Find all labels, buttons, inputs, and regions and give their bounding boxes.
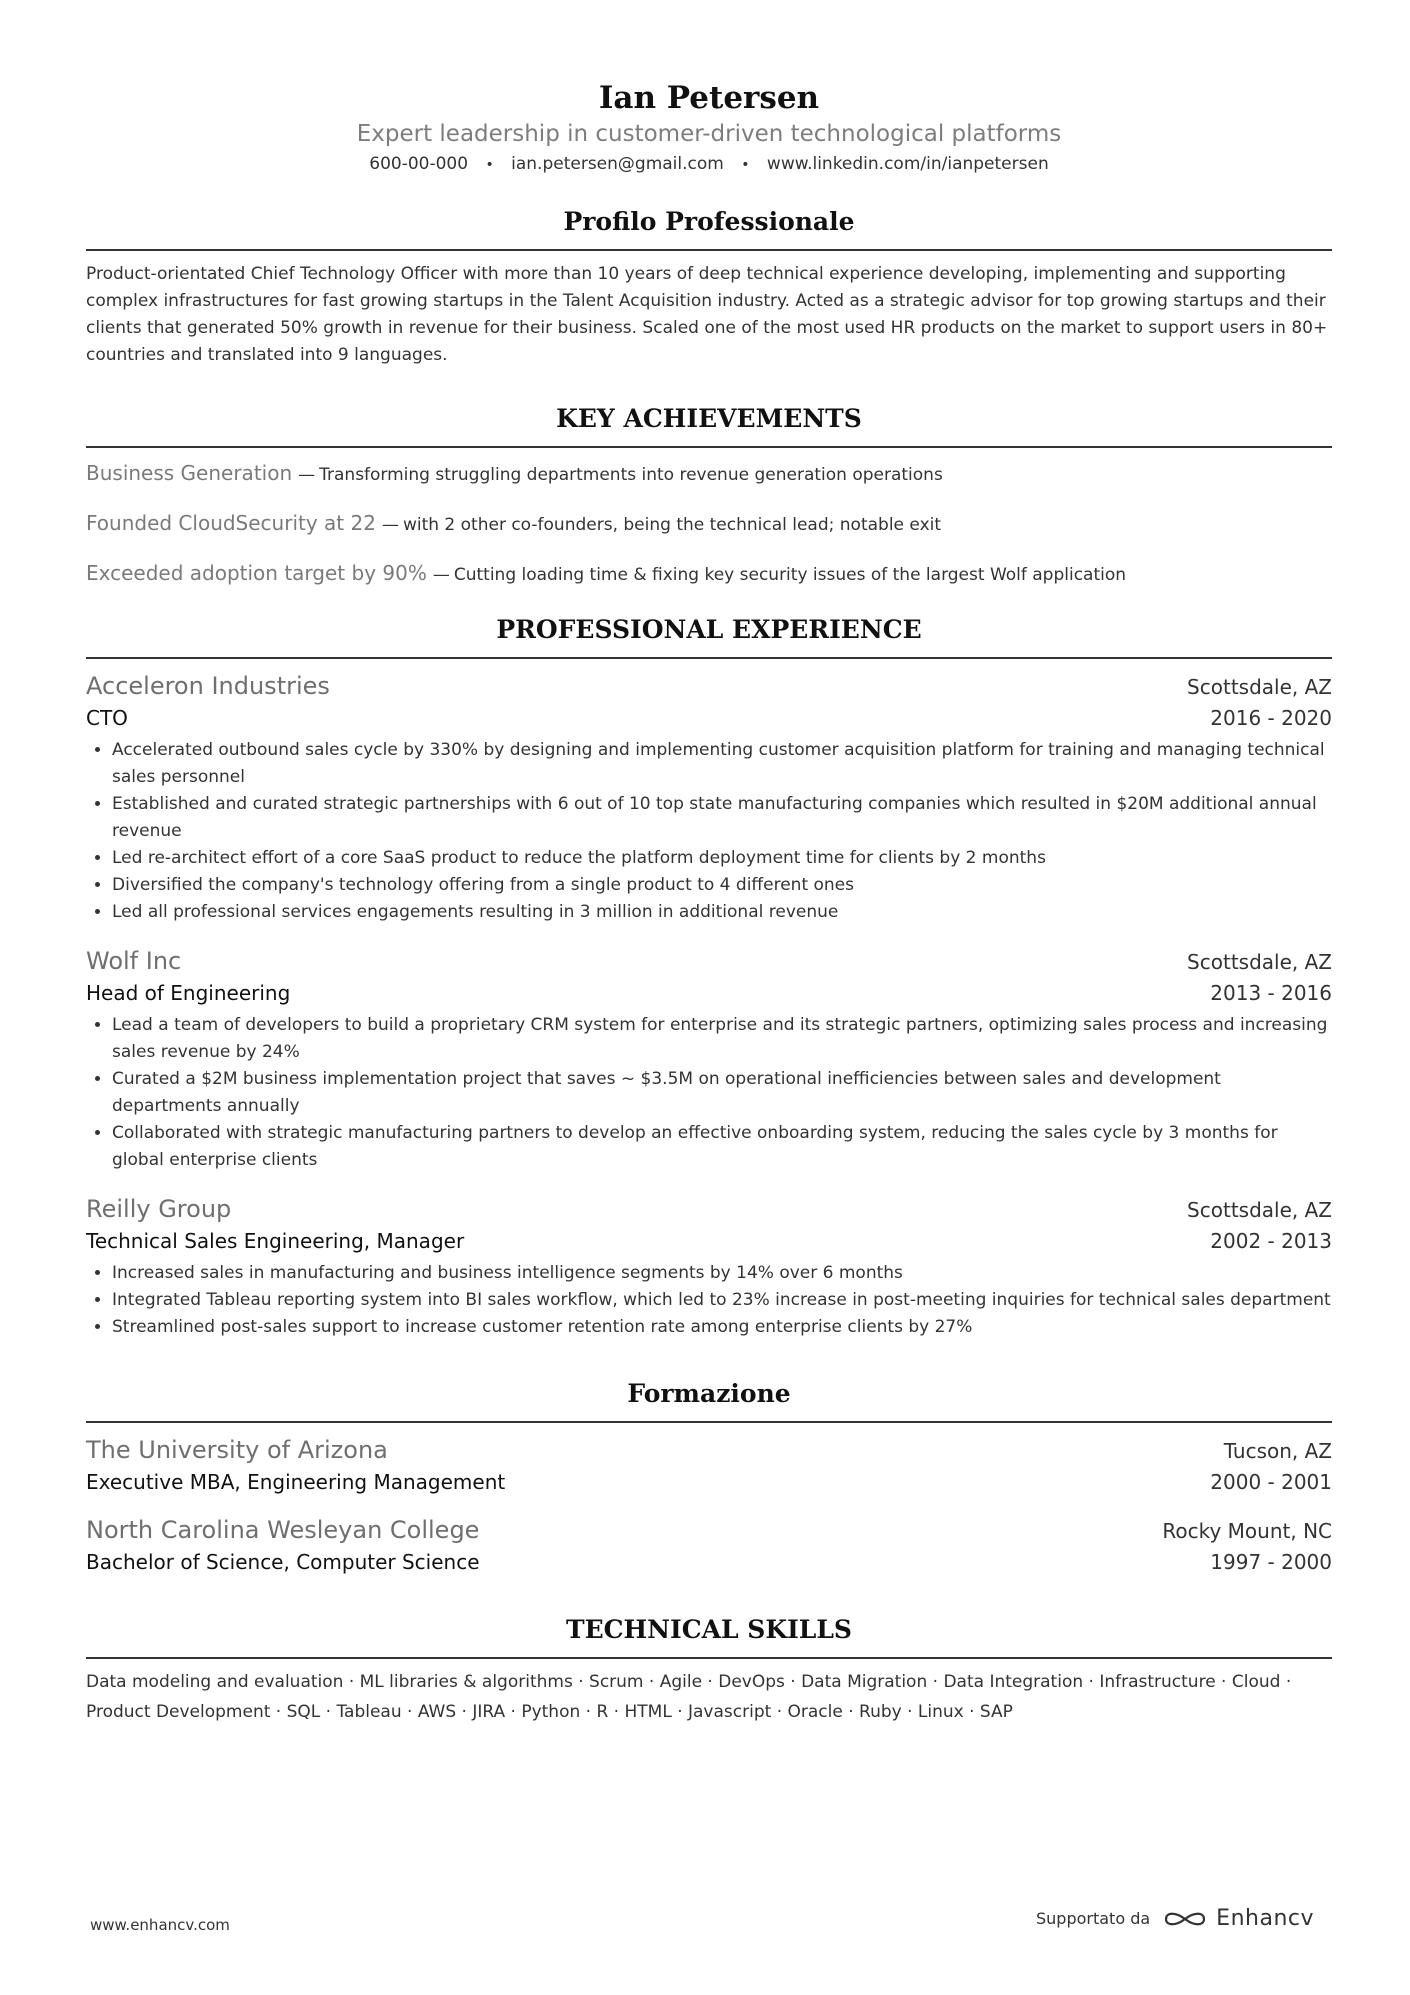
section-title: Formazione [86,1377,1332,1423]
linkedin-link[interactable]: www.linkedin.com/in/ianpetersen [766,154,1049,174]
company-name: Acceleron Industries [86,672,330,700]
job-bullets [86,1260,1332,1341]
education-dates: 2000 - 2001 [1210,1470,1332,1494]
job-bullets [86,1012,1332,1174]
separator: • [485,157,494,173]
achievement-desc: with 2 other co-founders, being the technical lead; notable exit [402,515,942,535]
skills-list [86,1667,1332,1727]
phone: 600-00-000 [369,154,469,174]
job-location: Scottsdale, AZ [1187,950,1332,974]
skills-line: Product Development · SQL · Tableau · AWS · JIRA · Python · R · HTML · Javascript · Oracle · Ruby · Linux · SAP [86,1702,1013,1722]
achievements-list [86,460,1332,588]
job-entry [86,1192,1332,1341]
summary-section [86,205,1332,369]
job-subheader [86,978,1332,1008]
school-location: Tucson, AZ [1223,1439,1332,1463]
job-entry [86,669,1332,926]
dash: — [432,565,450,585]
job-header [86,944,1332,978]
bullet-item: • Increased sales in manufacturing and business intelligence segments by 14% over 6 months [112,1260,1332,1287]
section-title: KEY ACHIEVEMENTS [86,402,1332,448]
bullet-item: • Curated a $2M business implementation project that saves ~ $3.5M on operational inefficiencies between sales and development departments annually [112,1066,1332,1120]
education-header [86,1513,1332,1547]
education-section [86,1377,1332,1577]
job-dates: 2002 - 2013 [1210,1229,1332,1253]
separator: • [741,157,750,173]
achievement-desc: Transforming struggling departments into revenue generation operations [319,465,943,485]
achievement-item [86,560,1332,588]
bullet-item: • Collaborated with strategic manufacturing partners to develop an effective onboarding system, reducing the sales cycle by 3 months for global enterprise clients [112,1120,1332,1174]
company-name: Wolf Inc [86,947,182,975]
school-location: Rocky Mount, NC [1162,1519,1332,1543]
achievements-section [86,402,1332,588]
job-header [86,669,1332,703]
bullet-item: • Led all professional services engagements resulting in 3 million in additional revenue [112,899,1332,926]
job-dates: 2016 - 2020 [1210,706,1332,730]
company-name: Reilly Group [86,1195,232,1223]
education-entry [86,1433,1332,1497]
achievement-item [86,510,1332,538]
school-name: North Carolina Wesleyan College [86,1516,480,1544]
degree: Executive MBA, Engineering Management [86,1470,506,1494]
brand-name: Enhancv [1216,1906,1314,1931]
candidate-name: Ian Petersen [598,80,820,116]
education-subheader [86,1467,1332,1497]
bullet-item: • Diversified the company's technology offering from a single product to 4 different ones [112,872,1332,899]
experience-section [86,613,1332,1341]
education-header [86,1433,1332,1467]
skills-line: Data modeling and evaluation · ML libraries & algorithms · Scrum · Agile · DevOps · Data Migration · Data Integration · Infrastructure · Cloud · [86,1672,1292,1692]
skills-section [86,1613,1332,1727]
education-dates: 1997 - 2000 [1210,1550,1332,1574]
degree: Bachelor of Science, Computer Science [86,1550,480,1574]
education-entry [86,1513,1332,1577]
achievement-title: Founded CloudSecurity at 22 [86,511,376,535]
achievement-title: Exceeded adoption target by 90% [86,561,427,585]
enhancv-logo-icon [1162,1907,1208,1931]
job-subheader [86,1226,1332,1256]
job-subheader [86,703,1332,733]
achievement-item [86,460,1332,488]
education-subheader [86,1547,1332,1577]
section-title: TECHNICAL SKILLS [86,1613,1332,1659]
summary-text: Product-orientated Chief Technology Officer with more than 10 years of deep technical experience developing, implementing and supporting complex infrastructures for fast growing startups in the Talent Acquisition industry. Acted as a strategic advisor for top growing startups and their clients that generated 50% growth in revenue for their business. Scaled one of the most used HR products on the market to support users in 80+ countries and translated into 9 languages. [86,264,1328,365]
achievement-desc: Cutting loading time & fixing key security issues of the largest Wolf application [453,565,1127,585]
dash: — [298,465,316,485]
job-location: Scottsdale, AZ [1187,675,1332,699]
bullet-item: • Led re-architect effort of a core SaaS product to reduce the platform deployment time for clients by 2 months [112,845,1332,872]
job-role: CTO [86,706,128,730]
email-link[interactable]: ian.petersen@gmail.com [511,154,724,174]
job-dates: 2013 - 2016 [1210,981,1332,1005]
job-header [86,1192,1332,1226]
footer-branding [1036,1906,1314,1931]
bullet-item: • Accelerated outbound sales cycle by 330% by designing and implementing customer acquisition platform for training and managing technical sales personnel [112,737,1332,791]
bullet-item: • Streamlined post-sales support to increase customer retention rate among enterprise clients by 27% [112,1314,1332,1341]
resume-header [86,78,1332,177]
school-name: The University of Arizona [86,1436,388,1464]
contact-line [86,152,1332,177]
bullet-item: • Lead a team of developers to build a proprietary CRM system for enterprise and its strategic partners, optimizing sales process and increasing sales revenue by 24% [112,1012,1332,1066]
achievement-title: Business Generation [86,461,293,485]
dash: — [381,515,399,535]
job-role: Head of Engineering [86,981,291,1005]
section-title: Profilo Professionale [86,205,1332,251]
powered-by-label: Supportato da [1036,1909,1151,1928]
candidate-tagline: Expert leadership in customer-driven technological platforms [356,121,1062,147]
resume-page [86,0,1332,1727]
footer-website[interactable]: www.enhancv.com [90,1916,230,1934]
bullet-item: • Established and curated strategic partnerships with 6 out of 10 top state manufacturing companies which resulted in $20M additional annual revenue [112,791,1332,845]
job-location: Scottsdale, AZ [1187,1198,1332,1222]
job-entry [86,944,1332,1174]
job-bullets [86,737,1332,926]
bullet-item: • Integrated Tableau reporting system into BI sales workflow, which led to 23% increase in post-meeting inquiries for technical sales department [112,1287,1332,1314]
job-role: Technical Sales Engineering, Manager [86,1229,465,1253]
section-title: PROFESSIONAL EXPERIENCE [86,613,1332,659]
